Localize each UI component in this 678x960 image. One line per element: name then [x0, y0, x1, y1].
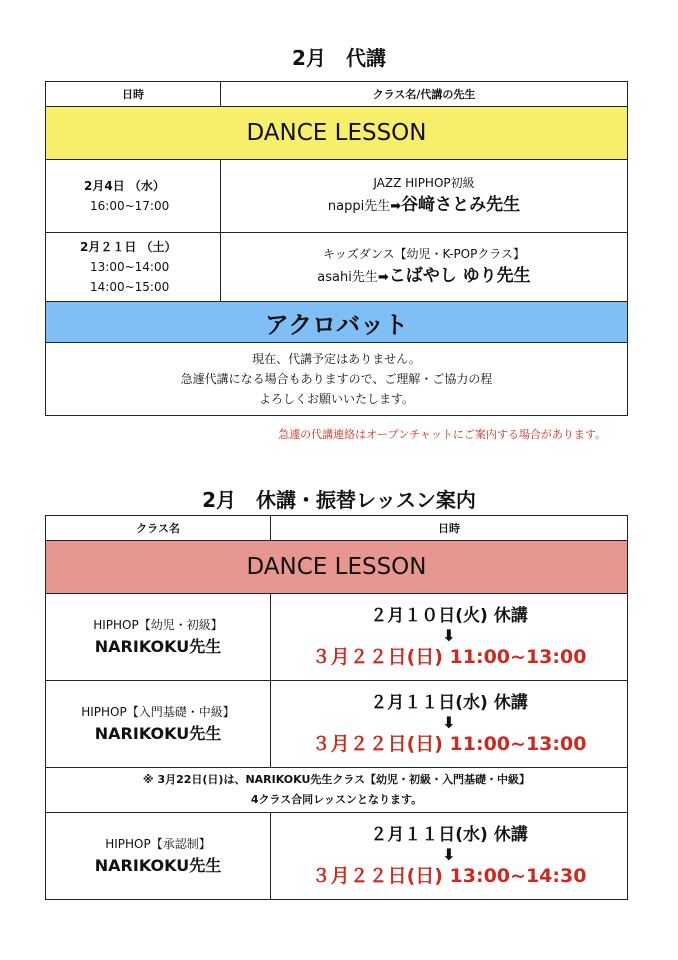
section1-title: 2月 代講: [292, 46, 386, 70]
arrow-right-icon: ➡: [390, 199, 402, 214]
row-time: 16:00~17:00: [90, 199, 170, 213]
table-row: [46, 233, 628, 302]
acrobat-message: [46, 343, 628, 416]
row-class: HIPHOP【入門基礎・中級】: [81, 705, 235, 719]
header-datetime: 日時: [46, 82, 221, 107]
from-teacher: asahi先生: [317, 270, 378, 285]
notice-text: 急遽の代講連絡はオープンチャットにご案内する場合があります。: [278, 428, 606, 441]
arrow-down-icon: ⬇: [442, 845, 456, 864]
row-teacher: NARIKOKU先生: [94, 856, 222, 875]
row-date: 2月２１日 （土）: [80, 240, 177, 254]
row-date: 2月4日 （水）: [84, 179, 165, 193]
row-class: キッズダンス【幼児・K-POPクラス】: [322, 247, 526, 261]
table-row: [46, 594, 628, 681]
note-line: 4クラス合同レッスンとなります。: [250, 793, 423, 806]
dance-lesson-band: DANCE LESSON: [46, 541, 628, 594]
substitute-table: [45, 81, 628, 416]
to-teacher: 谷﨑さとみ先生: [401, 195, 521, 215]
row-time: 14:00~15:00: [90, 280, 170, 294]
makeup-date: ３月２２日(日) 11:00~13:00: [311, 646, 587, 668]
acrobat-text-line: 急遽代講になる場合もありますので、ご理解・ご協力の程: [180, 372, 493, 386]
acrobat-text-line: よろしくお願いいたします。: [258, 392, 415, 406]
row-class: HIPHOP【幼児・初級】: [93, 618, 223, 632]
arrow-down-icon: ⬇: [442, 713, 456, 732]
section2-title: 2月 休講・振替レッスン案内: [202, 488, 476, 512]
row-teacher: NARIKOKU先生: [94, 637, 222, 656]
header-class-teacher: クラス名/代講の先生: [221, 82, 628, 107]
arrow-right-icon: ➡: [377, 270, 389, 285]
row-time: 13:00~14:00: [90, 260, 170, 274]
row-class: JAZZ HIPHOP初級: [373, 176, 475, 190]
makeup-date: ３月２２日(日) 11:00~13:00: [311, 733, 587, 755]
dance-lesson-band: DANCE LESSON: [46, 107, 628, 160]
note-line: ※ 3月22日(日)は、NARIKOKU先生クラス【幼児・初級・入門基礎・中級】: [142, 773, 531, 786]
table-row: [46, 160, 628, 233]
table-row: [46, 813, 628, 900]
acrobat-band: アクロバット: [46, 302, 628, 343]
arrow-down-icon: ⬇: [442, 626, 456, 645]
cancel-date: ２月１１日(水) 休講: [370, 825, 528, 845]
from-teacher: nappi先生: [327, 199, 391, 214]
acrobat-text-line: 現在、代講予定はありません。: [252, 352, 421, 366]
cancel-date: ２月１０日(火) 休講: [370, 606, 528, 626]
row-class: HIPHOP【承認制】: [105, 837, 211, 851]
combined-lesson-note: [46, 768, 628, 813]
cancel-makeup-table: [45, 515, 628, 900]
makeup-date: ３月２２日(日) 13:00~14:30: [311, 865, 587, 887]
cancel-date: ２月１１日(水) 休講: [370, 693, 528, 713]
header-class: クラス名: [46, 516, 271, 541]
to-teacher: こばやし ゆり先生: [388, 266, 531, 286]
row-teacher: NARIKOKU先生: [94, 724, 222, 743]
header-datetime: 日時: [271, 516, 628, 541]
table-row: [46, 681, 628, 768]
